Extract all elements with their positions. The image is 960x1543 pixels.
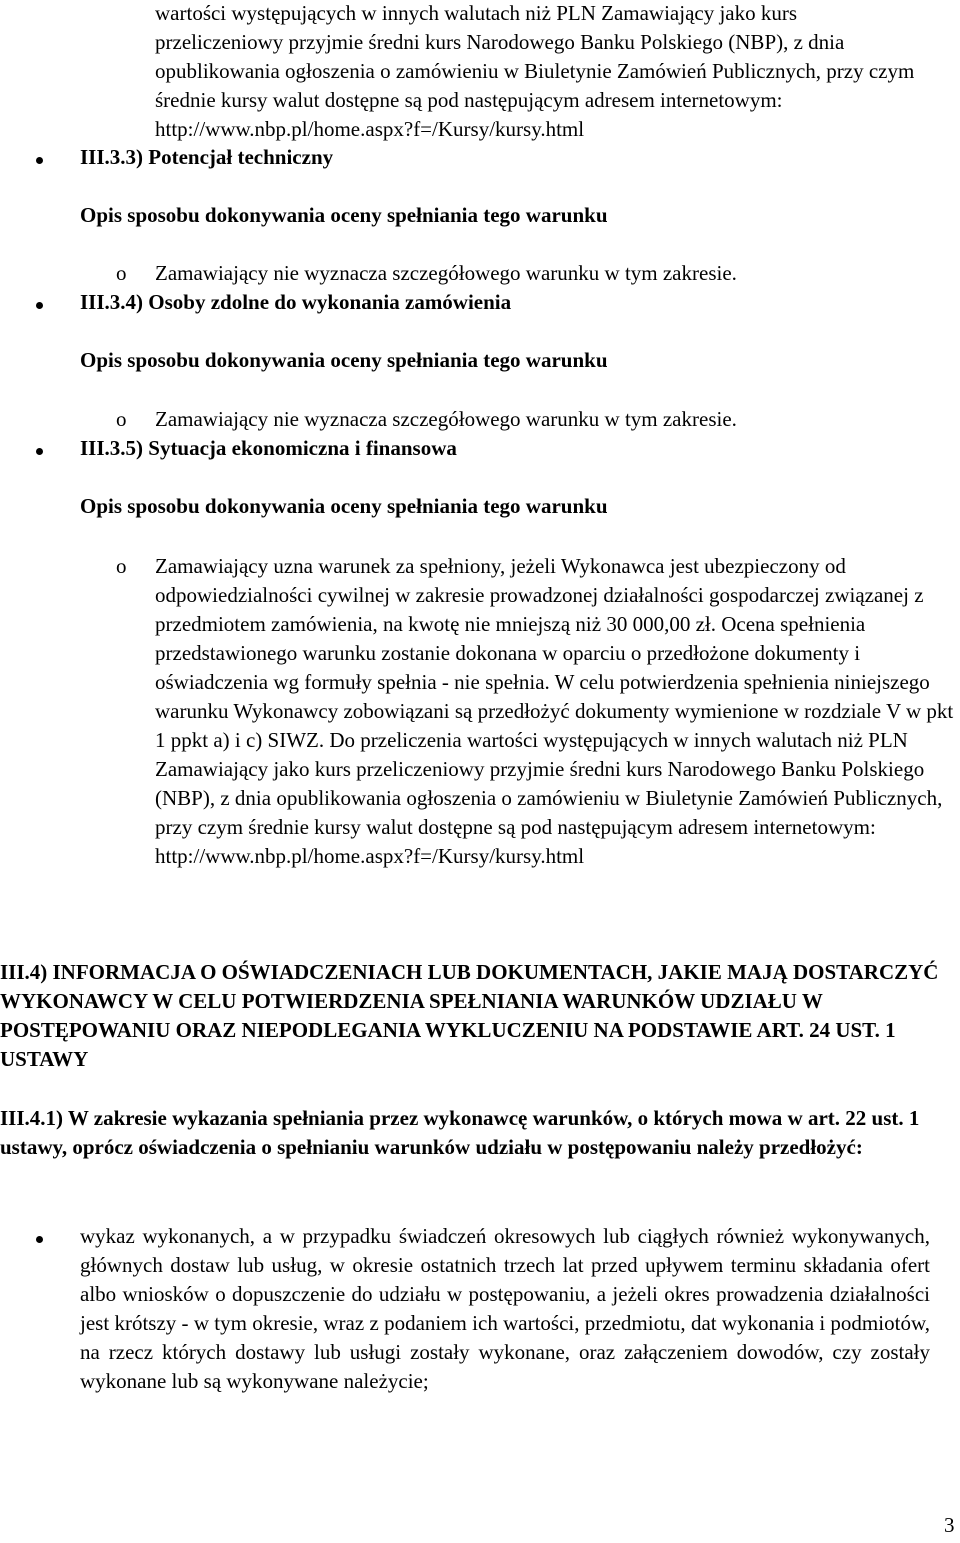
bullet-marker-o: o — [116, 261, 127, 285]
bullet-dot — [36, 1236, 43, 1243]
section-subheading: Opis sposobu dokonywania oceny spełniania tego warunku — [80, 203, 608, 227]
list-item-paragraph: wykaz wykonanych, a w przypadku świadczeń okresowych lub ciągłych również wykonywanych, głównych dostaw lub usług, w okresie ostatnich trzech lat przed upływem terminu składania ofert albo wniosków o dopuszczenie do udziału w postępowaniu, a jeżeli okres prowadzenia działalności jest krótszy - w tym okresie, wraz z podaniem ich wartości, przedmiotu, dat wykonania i podmiotów, na rzecz których dostawy lub usługi zostały wykonane, oraz załączeniem dowodów, czy zostały wykonane lub są wykonywane należycie; — [80, 1224, 930, 1393]
bullet-dot — [36, 448, 43, 455]
section-item: Zamawiający nie wyznacza szczegółowego warunku w tym zakresie. — [155, 407, 737, 431]
section-subheading: Opis sposobu dokonywania oceny spełniania tego warunku — [80, 348, 608, 372]
section-heading-iii-3-3: III.3.3) Potencjał techniczny — [80, 145, 334, 169]
bullet-dot — [36, 302, 43, 309]
section-heading-iii-3-4: III.3.4) Osoby zdolne do wykonania zamówienia — [80, 290, 512, 314]
section-subheading: Opis sposobu dokonywania oceny spełniania tego warunku — [80, 494, 608, 518]
bullet-dot — [36, 157, 43, 164]
section-heading-iii-3-5: III.3.5) Sytuacja ekonomiczna i finansowa — [80, 436, 457, 460]
page-number: 3 — [944, 1513, 955, 1537]
bullet-marker-o: o — [116, 407, 127, 431]
section-heading-iii-4: III.4) INFORMACJA O OŚWIADCZENIACH LUB DOKUMENTACH, JAKIE MAJĄ DOSTARCZYĆ WYKONAWCY W CELU POTWIERDZENIA SPEŁNIANIA WARUNKÓW UDZIAŁU W POSTĘPOWANIU ORAZ NIEPODLEGANIA WYKLUCZENIU NA PODSTAWIE ART. 24 UST. 1 USTAWY — [0, 960, 939, 1071]
section-item-paragraph: Zamawiający uzna warunek za spełniony, jeżeli Wykonawca jest ubezpieczony od odpowiedzialności cywilnej w zakresie prowadzonej działalności gospodarczej związanej z przedmiotem zamówienia, na kwotę nie mniejszą niż 30 000,00 zł. Ocena spełnienia przedstawionego warunku zostanie dokonana w oparciu o przedłożone dokumenty i oświadczenia wg formuły spełnia - nie spełnia. W celu potwierdzenia spełnienia niniejszego warunku Wykonawcy zobowiązani są przedłożyć dokumenty wymienione w rozdziale V w pkt 1 ppkt a) i c) SIWZ. Do przeliczenia wartości występujących w innych walutach niż PLN Zamawiający jako kurs przeliczeniowy przyjmie średni kurs Narodowego Banku Polskiego (NBP), z dnia opublikowania ogłoszenia o zamówieniu w Biuletynie Zamówień Publicznych, przy czym średnie kursy walut dostępne są pod następującym adresem internetowym: http://www.nbp.pl/home.aspx?f=/Kursy/kursy.html — [155, 554, 954, 868]
section-heading-iii-4-1: III.4.1) W zakresie wykazania spełniania przez wykonawcę warunków, o których mowa w art. 22 ust. 1 ustawy, oprócz oświadczenia o spełnianiu warunków udziału w postępowaniu należy przedłożyć: — [0, 1106, 920, 1159]
bullet-marker-o: o — [116, 554, 127, 578]
section-item: Zamawiający nie wyznacza szczegółowego warunku w tym zakresie. — [155, 261, 737, 285]
top-continuation-paragraph: wartości występujących w innych walutach niż PLN Zamawiający jako kurs przeliczeniowy przyjmie średni kurs Narodowego Banku Polskiego (NBP), z dnia opublikowania ogłoszenia o zamówieniu w Biuletynie Zamówień Publicznych, przy czym średnie kursy walut dostępne są pod następującym adresem internetowym: http://www.nbp.pl/home.aspx?f=/Kursy/kursy.html — [155, 1, 915, 141]
